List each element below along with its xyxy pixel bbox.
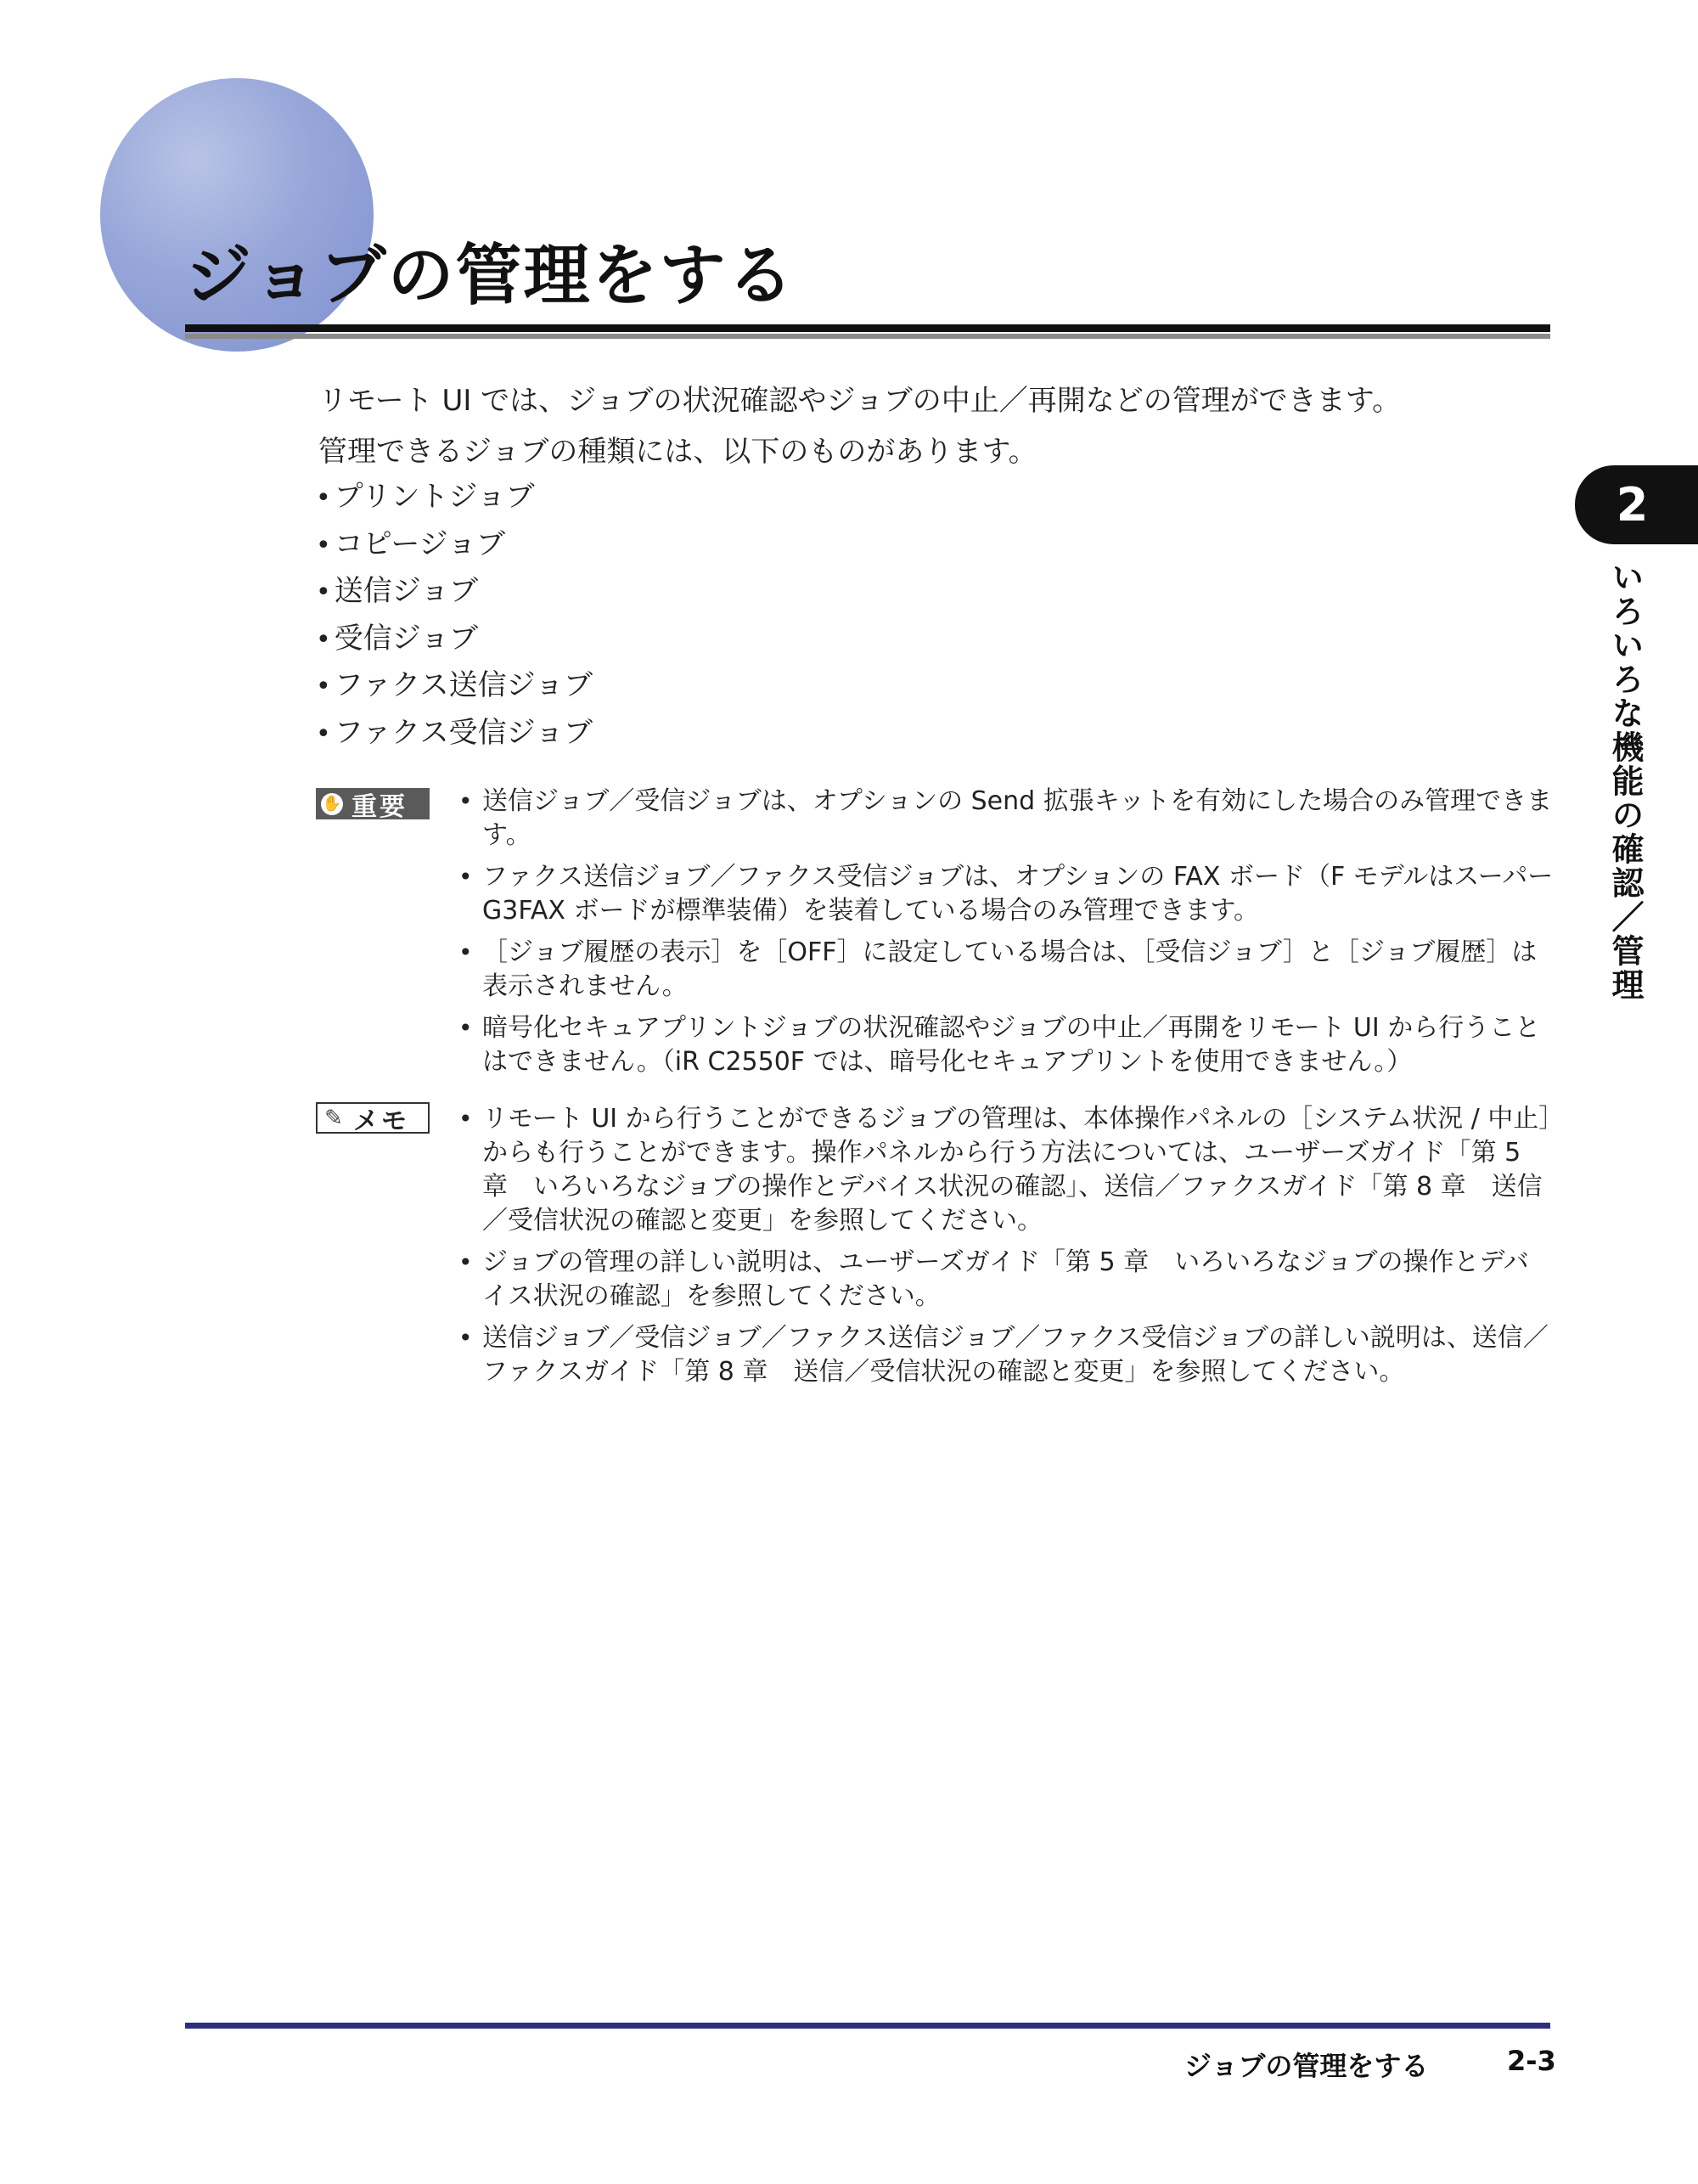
title-divider: [185, 324, 1550, 332]
memo-notes: [458, 1102, 1554, 1397]
chapter-tab: 2: [1575, 465, 1698, 544]
list-item: [316, 662, 593, 710]
bullet: •: [316, 624, 331, 655]
memo-label: メモ: [353, 1106, 409, 1136]
list-item: [316, 474, 593, 521]
list-item: • 送信ジョブ／受信ジョブは、オプションの Send 拡張キットを有効にした場合のみ管理できます。: [458, 785, 1554, 853]
list-item: [316, 521, 593, 569]
bullet: •: [316, 530, 331, 560]
list-item: • ファクス送信ジョブ／ファクス受信ジョブは、オプションの FAX ボード（F モデルはスーパー G3FAX ボードが標準装備）を装着している場合のみ管理できます。: [458, 860, 1554, 928]
intro-text: リモート UI では、ジョブの状況確認やジョブの中止／再開などの管理ができます。: [318, 384, 1402, 418]
job-type-label: コピージョブ: [334, 526, 505, 561]
footer-divider: [185, 2023, 1550, 2029]
bullet: •: [316, 483, 331, 513]
page-title: ジョブの管理をする: [185, 238, 796, 314]
title-divider-shadow: [185, 334, 1550, 339]
list-item: [316, 568, 593, 616]
pencil-icon: ✎: [324, 1105, 343, 1131]
bullet: •: [316, 718, 331, 749]
list-item: • リモート UI から行うことができるジョブの管理は、本体操作パネルの［システム状況 / 中止］からも行うことができます。操作パネルから行う方法については、ユーザーズガイド「第 5 章 いろいろなジョブの操作とデバイス状況の確認」、送信／ファクスガイド「第 8 章 送信／受信状況の確認と変更」を参照してください。: [458, 1102, 1554, 1238]
chapter-title-vertical: いろいろな機能の確認／管理: [1606, 560, 1644, 1002]
job-type-label: プリントジョブ: [334, 480, 535, 514]
hand-stop-icon: ✋: [321, 793, 343, 815]
list-item: [316, 616, 593, 663]
intro-text: 管理できるジョブの種類には、以下のものがあります。: [318, 435, 1037, 469]
footer-section-title: ジョブの管理をする: [1184, 2050, 1429, 2082]
important-label: 重要: [351, 791, 408, 822]
job-type-label: 受信ジョブ: [334, 621, 479, 656]
list-item: [316, 710, 593, 757]
list-item: • 送信ジョブ／受信ジョブ／ファクス送信ジョブ／ファクス受信ジョブの詳しい説明は、送信／ファクスガイド「第 8 章 送信／受信状況の確認と変更」を参照してください。: [458, 1321, 1554, 1389]
list-item: • ジョブの管理の詳しい説明は、ユーザーズガイド「第 5 章 いろいろなジョブの操作とデバイス状況の確認」を参照してください。: [458, 1246, 1554, 1314]
job-type-label: ファクス受信ジョブ: [334, 715, 593, 750]
bullet: •: [316, 672, 331, 702]
important-badge: [316, 788, 430, 822]
list-item: • ［ジョブ履歴の表示］を［OFF］に設定している場合は、［受信ジョブ］と［ジョブ履歴］は表示されません。: [458, 936, 1554, 1004]
job-type-label: 送信ジョブ: [334, 574, 479, 609]
job-type-label: ファクス送信ジョブ: [334, 668, 593, 703]
memo-badge: [316, 1102, 430, 1134]
job-type-list: [316, 474, 593, 757]
important-notes: [458, 785, 1554, 1087]
page-number: 2-3: [1507, 2045, 1556, 2077]
list-item: • 暗号化セキュアプリントジョブの状況確認やジョブの中止／再開をリモート UI から行うことはできません。（iR C2550F では、暗号化セキュアプリントを使用できません。）: [458, 1011, 1554, 1079]
bullet: •: [316, 577, 331, 608]
